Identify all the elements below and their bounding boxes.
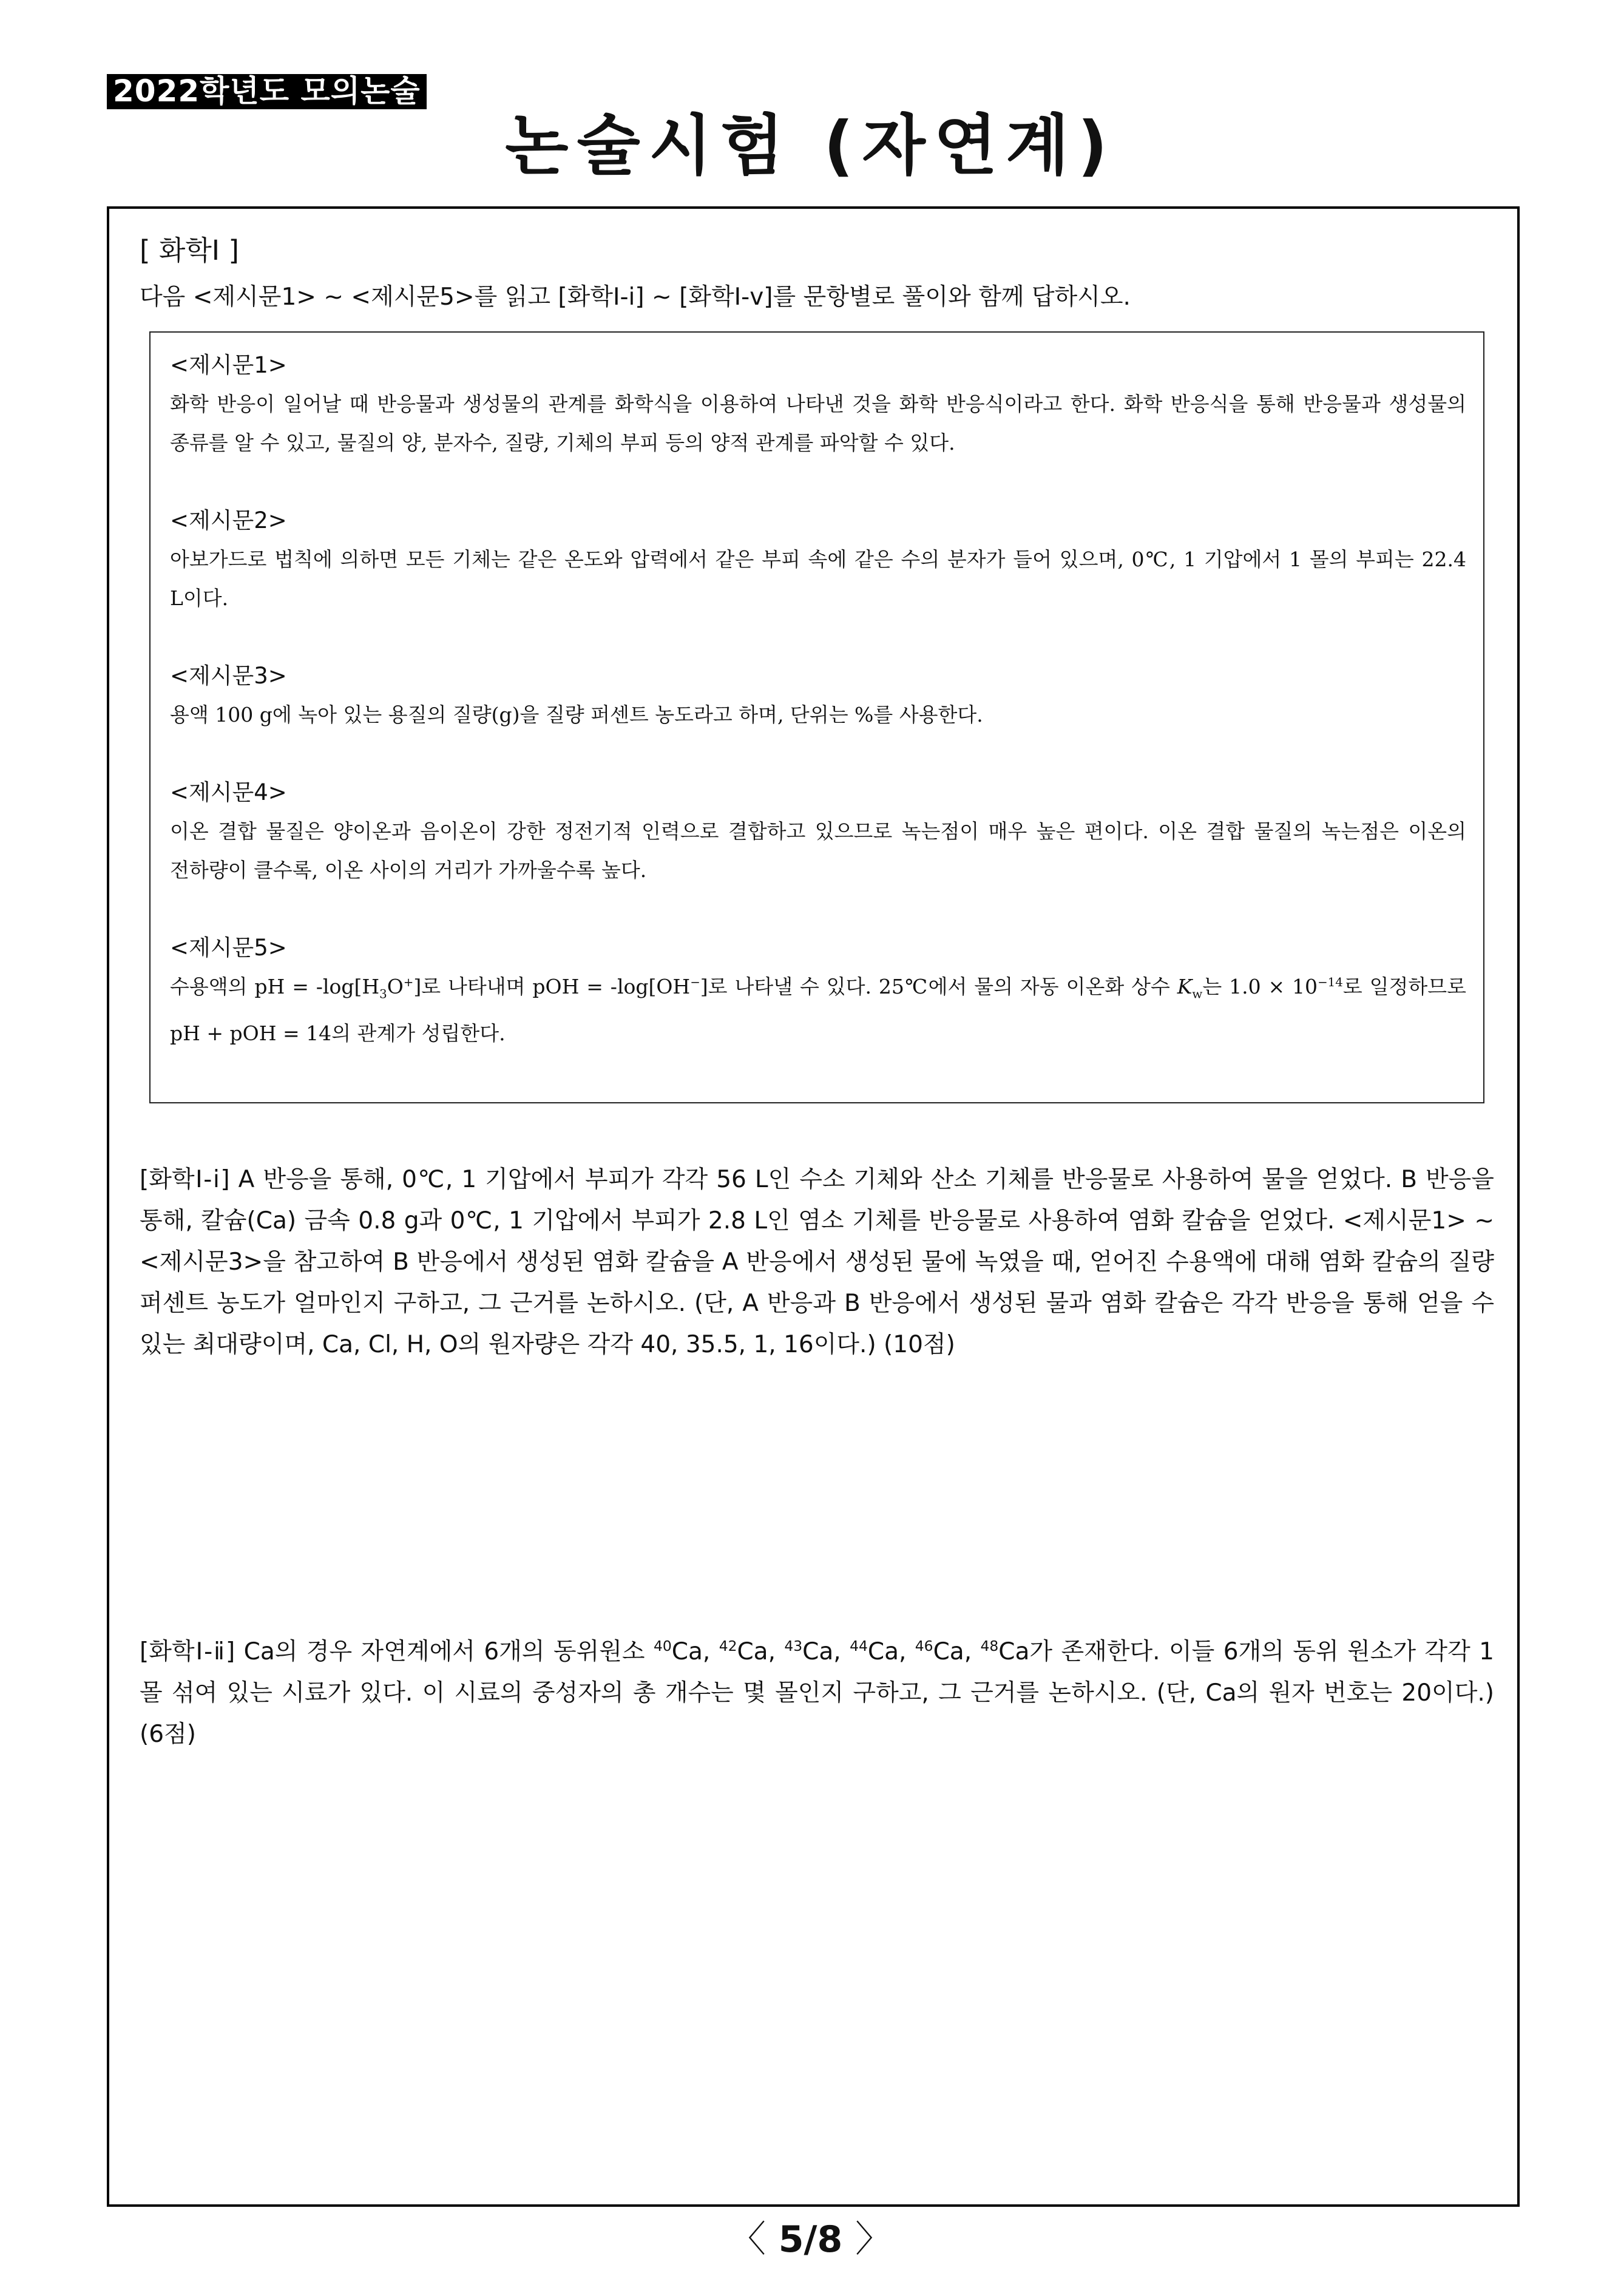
passage-title: <제시문4> [170, 779, 287, 805]
page-title: 논술시험 (자연계) [505, 108, 1116, 184]
passage-title: <제시문3> [170, 663, 287, 689]
passage-title: <제시문1> [170, 352, 287, 378]
section-label: [ 화학Ⅰ ] [140, 234, 239, 266]
question-1 [140, 1159, 1494, 1366]
passage-body: 수용액의 pH = $-\log[H_3O^+]$로 나타내며 pOH = -log[OH−]로 나타낼 수 있다. 25℃에서 물의 자동 이온화 상수 $K_w$는 $1.0 \times 10^{-14}$로 일정하므로 pH + pOH = 14의 관계가 성립한다. [170, 975, 1466, 1045]
question-label: [화학Ⅰ-ⅰ] [140, 1166, 230, 1193]
passage-body: 용액 100 g에 녹아 있는 용질의 질량(g)을 질량 퍼센트 농도라고 하며, 단위는 %를 사용한다. [170, 703, 983, 726]
question-2: [화학Ⅰ-ⅱ] Ca의 경우 자연계에서 6개의 동위원소 $^{40}$Ca, $^{42}$Ca, $^{43}$Ca, $^{44}$Ca, $^{46}$Ca, $^{48}$Ca가 존재한다. 이들 6개의 동위 원소가 각각 1 몰 섞여 있는 시료가 있다. 이 시료의 중성자의 총 개수는 몇 몰인지 구하고, 그 근거를 논하시오. (단, Ca의 원자 번호는 20이다.) (6점) [140, 1637, 1494, 1748]
passage-title: <제시문5> [170, 935, 287, 961]
question-label: [화학Ⅰ-ⅱ] [140, 1638, 235, 1665]
passage-body: 아보가드로 법칙에 의하면 모든 기체는 같은 온도와 압력에서 같은 부피 속에 같은 수의 분자가 들어 있으며, 0℃, 1 기압에서 1 몰의 부피는 22.4 L이다. [170, 547, 1466, 610]
section-instruction: 다음 <제시문1> ~ <제시문5>를 읽고 [화학Ⅰ-ⅰ] ~ [화학Ⅰ-ⅴ]를 문항별로 풀이와 함께 답하시오. [140, 283, 1131, 311]
passage-title: <제시문2> [170, 507, 287, 533]
page-number: 〈 5/8 〉 [729, 2218, 892, 2261]
passages-box [149, 331, 1484, 1103]
question-text: A 반응을 통해, 0℃, 1 기압에서 부피가 각각 56 L인 수소 기체와 산소 기체를 반응물로 사용하여 물을 얻었다. B 반응을 통해, 칼슘(Ca) 금속 0.8 g과 0℃, 1 기압에서 부피가 2.8 L인 염소 기체를 반응물로 사용하여 염화 칼슘을 얻었다. <제시문1> ~ <제시문3>을 참고하여 B 반응에서 생성된 염화 칼슘을 A 반응에서 생성된 물에 녹였을 때, 얻어진 수용액에 대해 염화 칼슘의 질량 퍼센트 농도가 얼마인지 구하고, 그 근거를 논하시오. (단, A 반응과 B 반응에서 생성된 물과 염화 칼슘은 각각 반응을 통해 얻을 수 있는 최대량이며, Ca, Cl, H, O의 원자량은 각각 40, 35.5, 1, 16이다.) (10점) [140, 1166, 1494, 1358]
passage-body: 화학 반응이 일어날 때 반응물과 생성물의 관계를 화학식을 이용하여 나타낸 것을 화학 반응식이라고 한다. 화학 반응식을 통해 반응물과 생성물의 종류를 알 수 있고, 물질의 양, 분자수, 질량, 기체의 부피 등의 양적 관계를 파악할 수 있다. [170, 392, 1466, 455]
passage-body: 이온 결합 물질은 양이온과 음이온이 강한 정전기적 인력으로 결합하고 있으므로 녹는점이 매우 높은 편이다. 이온 결합 물질의 녹는점은 이온의 전하량이 클수록, 이온 사이의 거리가 가까울수록 높다. [170, 819, 1466, 882]
exam-year-tag: 2022학년도 모의논술 [107, 74, 427, 109]
